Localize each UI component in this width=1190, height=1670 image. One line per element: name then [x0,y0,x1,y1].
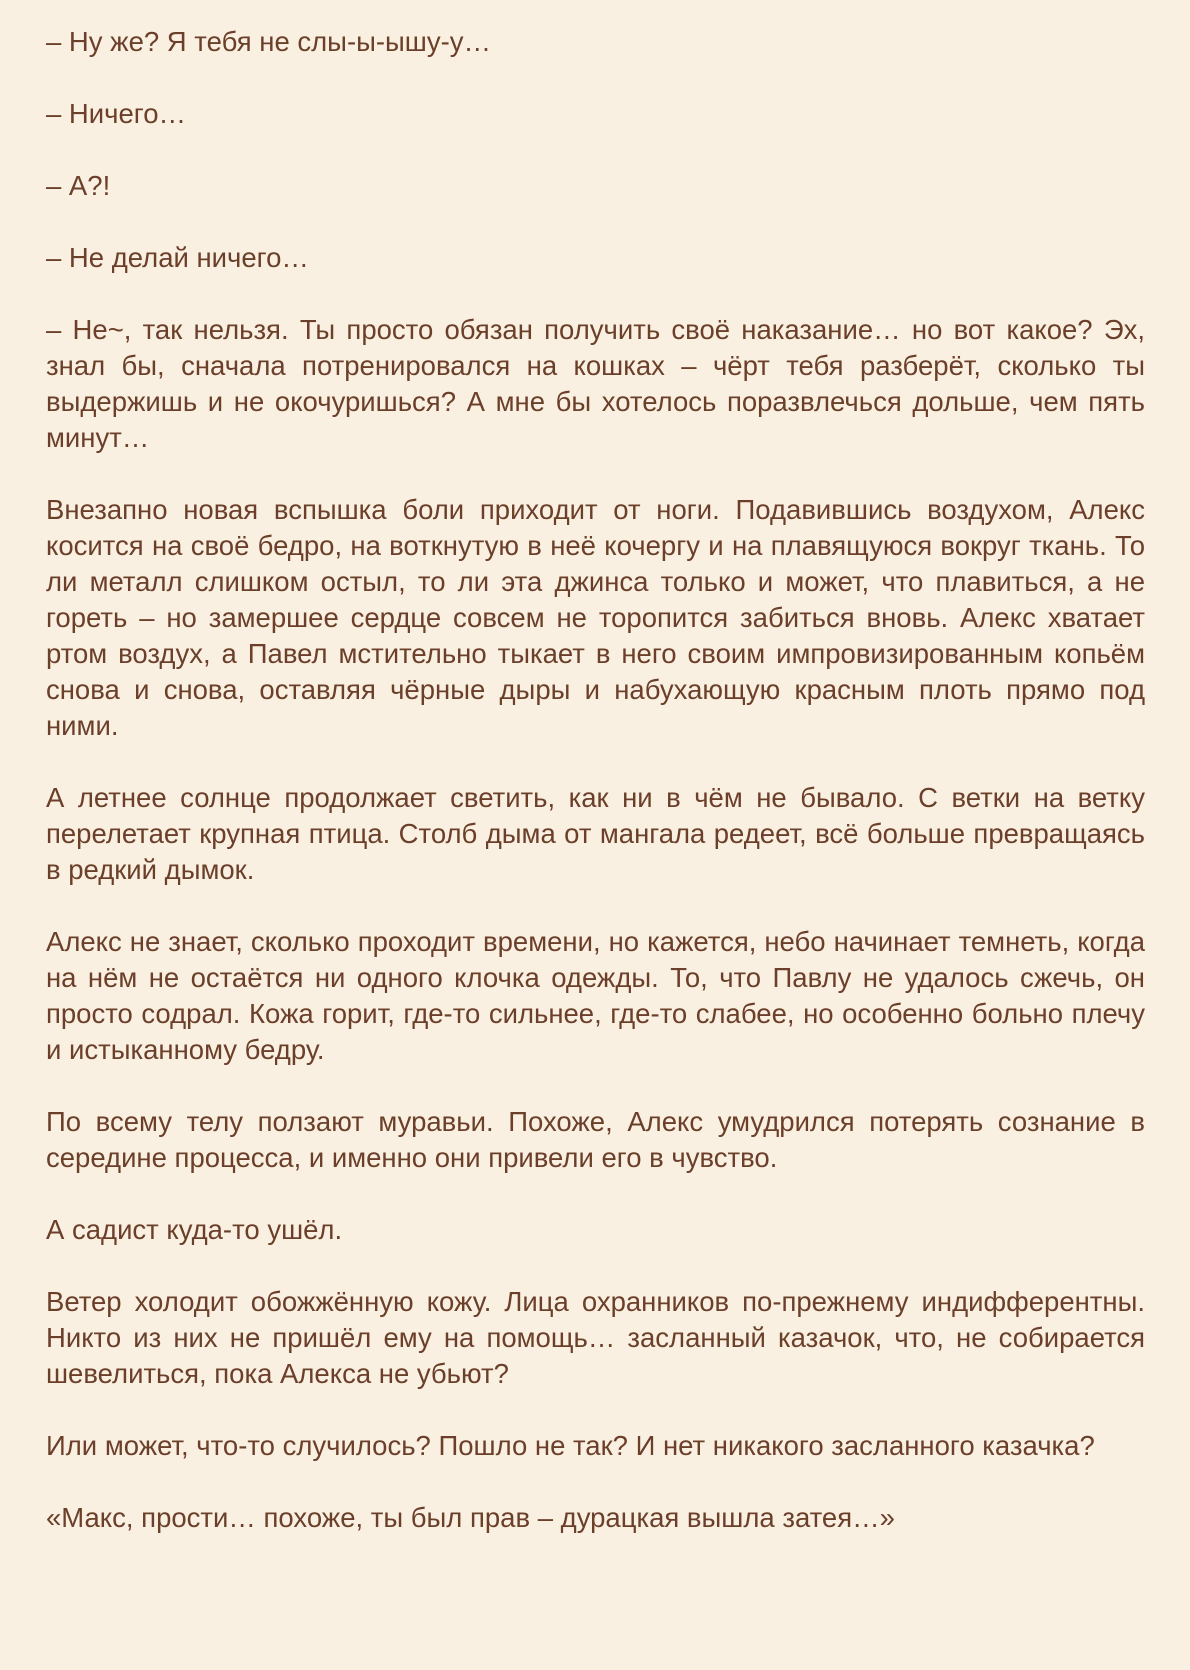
paragraph-dialogue-2: – Ничего… [46,98,186,129]
paragraph-narrative-6: Ветер холодит обожжённую кожу. Лица охранников по-прежнему индифферентны. Никто из них не пришёл ему на помощь… засланный казачок, что, не собирается шевелиться, пока Алекса не убьют? [46,1286,1145,1389]
paragraph-dialogue-3: – А?! [46,170,111,201]
paragraph-dialogue-1: – Ну же? Я тебя не слы-ы-ышу-у… [46,26,492,57]
paragraph-narrative-1: Внезапно новая вспышка боли приходит от ноги. Подавившись воздухом, Алекс косится на своё бедро, на воткнутую в неё кочергу и на плавящуюся вокруг ткань. То ли металл слишком остыл, то ли эта джинса только и может, что плавиться, а не гореть – но замершее сердце совсем не торопится забиться вновь. Алекс хватает ртом воздух, а Павел мстительно тыкает в него своим импровизированным копьём снова и снова, оставляя чёрные дыры и набухающую красным плоть прямо под ними. [46,494,1145,741]
paragraph-thought: «Макс, прости… похоже, ты был прав – дурацкая вышла затея…» [46,1502,895,1533]
paragraph-narrative-5: А садист куда-то ушёл. [46,1214,343,1245]
paragraph-narrative-7: Или может, что-то случилось? Пошло не так? И нет никакого засланного казачка? [46,1430,1095,1461]
paragraph-narrative-3: Алекс не знает, сколько проходит времени, но кажется, небо начинает темнеть, когда на нём не остаётся ни одного клочка одежды. То, что Павлу не удалось сжечь, он просто содрал. Кожа горит, где-то сильнее, где-то слабее, но особенно больно плечу и истыканному бедру. [46,926,1145,1065]
paragraph-narrative-2: А летнее солнце продолжает светить, как ни в чём не бывало. С ветки на ветку перелетает крупная птица. Столб дыма от мангала редеет, всё больше превращаясь в редкий дымок. [46,782,1145,885]
paragraph-dialogue-4: – Не делай ничего… [46,242,309,273]
paragraph-narrative-4: По всему телу ползают муравьи. Похоже, Алекс умудрился потерять сознание в середине процесса, и именно они привели его в чувство. [46,1106,1145,1173]
paragraph-dialogue-5: – Не~, так нельзя. Ты просто обязан получить своё наказание… но вот какое? Эх, знал бы, сначала потренировался на кошках – чёрт тебя разберёт, сколько ты выдержишь и не окочуришься? А мне бы хотелось поразвлечься дольше, чем пять минут… [46,314,1145,453]
